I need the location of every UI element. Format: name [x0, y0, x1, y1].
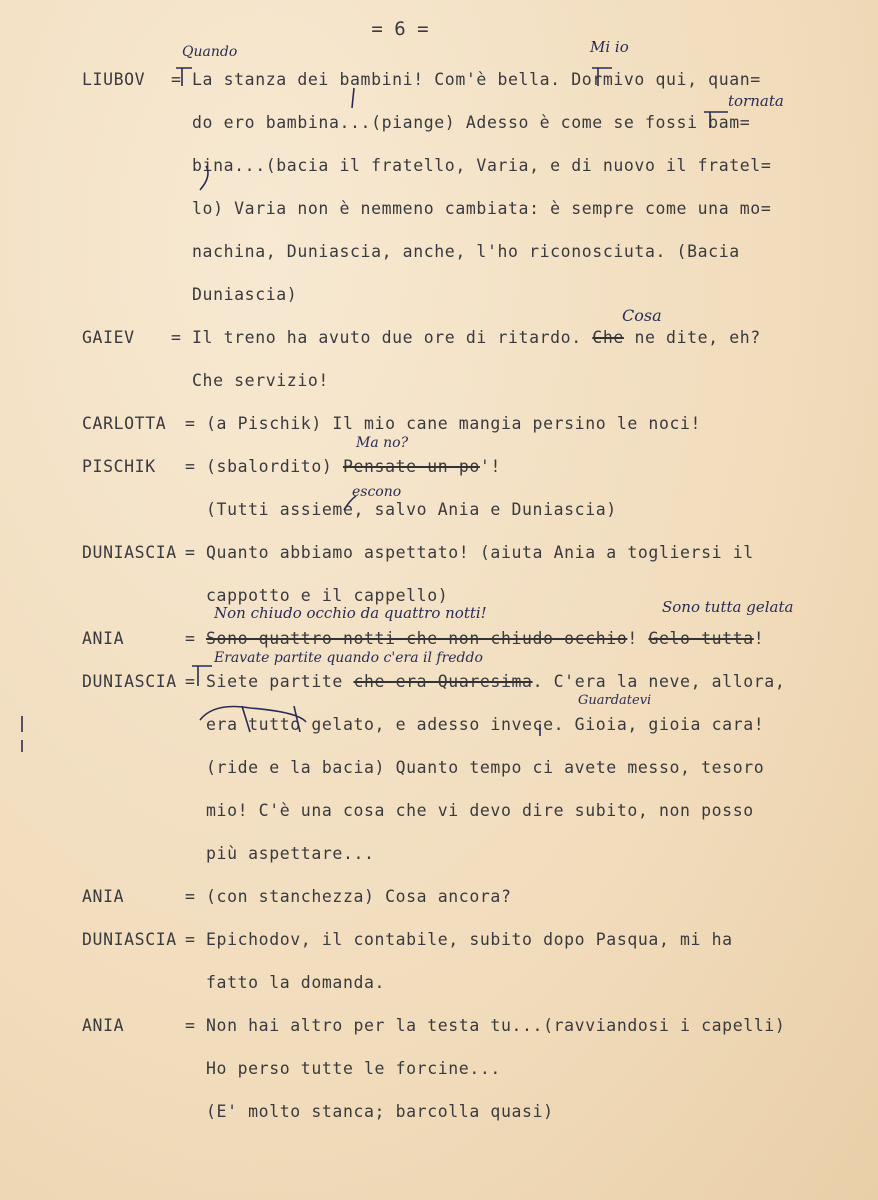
- line-text: ne dite, eh?: [623, 328, 761, 347]
- handwritten-annotation: Mi io: [590, 38, 629, 56]
- handwritten-annotation: Sono tutta gelata: [662, 598, 794, 616]
- script-line: fatto la domanda.: [206, 973, 386, 992]
- line-text: Siete partite: [206, 672, 354, 691]
- handwritten-annotation: Guardatevi: [578, 693, 652, 708]
- struck-text: Pensate un po: [342, 457, 480, 476]
- script-line: bina...(bacia il fratello, Varia, e di nuovo il fratel=: [192, 156, 772, 175]
- speaker-label: PISCHIK: [82, 457, 156, 476]
- insertion-mark: [352, 88, 354, 108]
- speaker-label: DUNIASCIA: [82, 930, 177, 949]
- stage-direction: (E' molto stanca; barcolla quasi): [206, 1102, 554, 1121]
- speaker-separator: =: [185, 930, 195, 949]
- insertion-mark: [176, 68, 192, 86]
- script-line: era tutto gelato, e adesso invece. Gioia, gioia cara!: [206, 715, 765, 734]
- line-text: '!: [479, 457, 501, 476]
- handwritten-annotation: Eravate partite quando c'era il freddo: [214, 650, 483, 666]
- line-text: . C'era la neve, allora,: [532, 672, 786, 691]
- struck-text: Sono quattro notti che non chiudo occhio: [206, 629, 628, 648]
- script-line: (con stanchezza) Cosa ancora?: [206, 887, 512, 906]
- script-line: Duniascia): [192, 285, 298, 304]
- script-line: nachina, Duniascia, anche, l'ho riconosciuta. (Bacia: [192, 242, 740, 261]
- speaker-separator: =: [171, 70, 181, 89]
- script-line: (a Pischik) Il mio cane mangia persino le noci!: [206, 414, 702, 433]
- speaker-separator: =: [185, 457, 195, 476]
- script-line: (ride e la bacia) Quanto tempo ci avete messo, tesoro: [206, 758, 765, 777]
- line-text: Il treno ha avuto due ore di ritardo.: [192, 328, 593, 347]
- speaker-label: CARLOTTA: [82, 414, 167, 433]
- line-text: (sbalordito): [206, 457, 343, 476]
- handwritten-annotation: escono: [352, 484, 402, 500]
- script-line: Epichodov, il contabile, subito dopo Pasqua, mi ha: [206, 930, 733, 949]
- speaker-separator: =: [171, 328, 181, 347]
- speaker-label: ANIA: [82, 887, 125, 906]
- handwritten-annotation: Non chiudo occhio da quattro notti!: [214, 604, 487, 622]
- speaker-label: ANIA: [82, 629, 125, 648]
- speaker-label: DUNIASCIA: [82, 672, 177, 691]
- script-line: mio! C'è una cosa che vi devo dire subito, non posso: [206, 801, 754, 820]
- speaker-label: DUNIASCIA: [82, 543, 177, 562]
- script-line: La stanza dei bambini! Com'è bella. Dormivo qui, quan=: [192, 70, 761, 89]
- struck-text: che era Quaresima: [353, 672, 533, 691]
- stage-direction: (Tutti assieme, salvo Ania e Duniascia): [206, 500, 617, 519]
- script-line: Che servizio!: [192, 371, 329, 390]
- handwritten-annotation: Cosa: [622, 306, 662, 325]
- handwritten-annotation: Ma no?: [356, 435, 409, 451]
- line-text: !: [753, 629, 765, 648]
- script-line: Non hai altro per la testa tu...(ravviandosi i capelli): [206, 1016, 786, 1035]
- script-line: lo) Varia non è nemmeno cambiata: è sempre come una mo=: [192, 199, 772, 218]
- speaker-label: LIUBOV: [82, 70, 146, 89]
- script-line: Quanto abbiamo aspettato! (aiuta Ania a togliersi il: [206, 543, 754, 562]
- speaker-label: GAIEV: [82, 328, 135, 347]
- script-line: più aspettare...: [206, 844, 375, 863]
- script-line: do ero bambina...(piange) Adesso è come se fossi bam=: [192, 113, 751, 132]
- handwritten-annotation: Quando: [182, 44, 238, 60]
- insertion-mark: [192, 666, 212, 686]
- handwritten-annotation: tornata: [728, 92, 784, 110]
- line-text: !: [627, 629, 649, 648]
- transposition-mark: [200, 707, 306, 723]
- speaker-separator: =: [185, 629, 195, 648]
- insertion-mark: [592, 68, 612, 86]
- script-line: cappotto e il cappello): [206, 586, 449, 605]
- struck-text: Che: [592, 328, 624, 347]
- script-line: Ho perso tutte le forcine...: [206, 1059, 501, 1078]
- insertion-mark: [704, 112, 728, 128]
- speaker-separator: =: [185, 414, 195, 433]
- speaker-separator: =: [185, 887, 195, 906]
- speaker-separator: =: [185, 672, 195, 691]
- page-number: = 6 =: [371, 18, 429, 40]
- speaker-separator: =: [185, 543, 195, 562]
- insertion-mark: [200, 166, 208, 190]
- insertion-mark: [344, 496, 356, 510]
- speaker-label: ANIA: [82, 1016, 125, 1035]
- speaker-separator: =: [185, 1016, 195, 1035]
- struck-text: Gelo tutta: [648, 629, 754, 648]
